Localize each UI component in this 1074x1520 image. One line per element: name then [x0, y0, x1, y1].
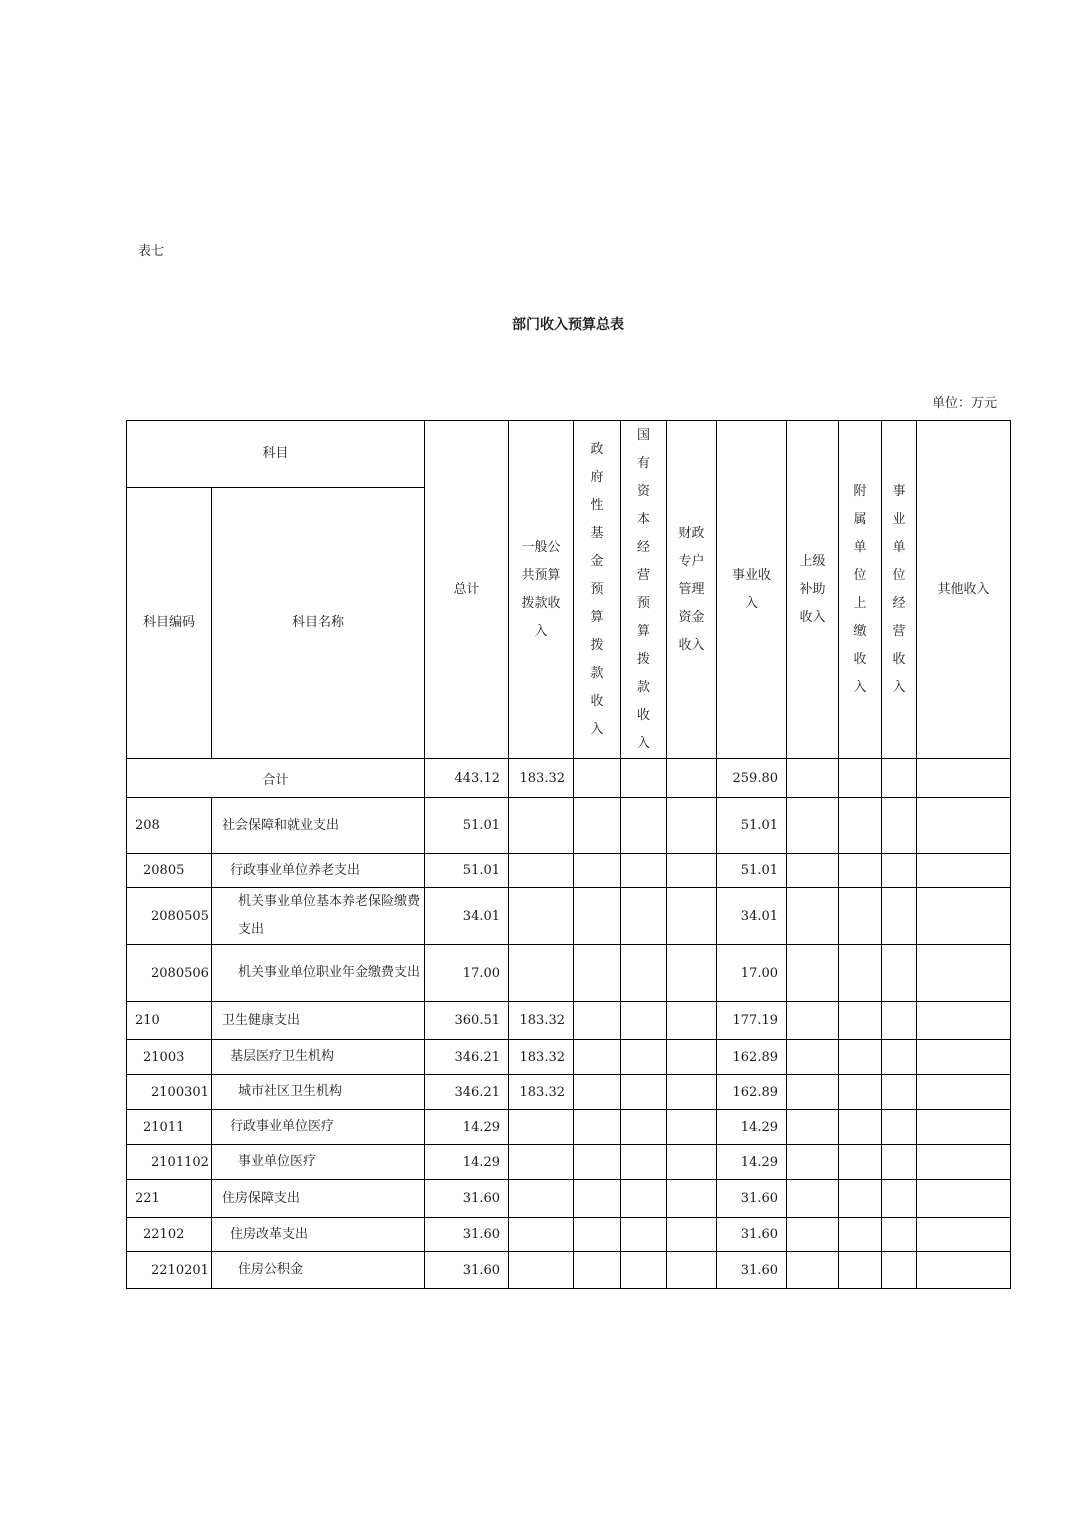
row-name: 卫生健康支出 — [212, 1002, 425, 1040]
row-gov-fund — [574, 1075, 621, 1110]
row-state-capital — [621, 1218, 667, 1252]
row-operating — [882, 1002, 917, 1040]
row-superior-subsidy — [787, 945, 839, 1002]
row-gov-fund — [574, 1252, 621, 1289]
row-name: 住房公积金 — [212, 1252, 425, 1289]
row-name: 社会保障和就业支出 — [212, 798, 425, 854]
row-general-budget — [509, 888, 574, 945]
header-code: 科目编码 — [127, 488, 212, 759]
row-name: 机关事业单位基本养老保险缴费支出 — [212, 888, 425, 945]
row-operating — [882, 1110, 917, 1145]
row-state-capital — [621, 1180, 667, 1218]
row-special-fund — [667, 798, 717, 854]
row-business: 31.60 — [717, 1218, 787, 1252]
row-affiliated — [839, 1075, 882, 1110]
table-row — [127, 1218, 1011, 1252]
row-other — [917, 1145, 1011, 1180]
row-superior-subsidy — [787, 1110, 839, 1145]
header-affiliated: 附属单位上缴收入 — [839, 421, 882, 759]
row-state-capital — [621, 1252, 667, 1289]
row-superior-subsidy — [787, 1145, 839, 1180]
row-total: 17.00 — [425, 945, 509, 1002]
row-business: 14.29 — [717, 1145, 787, 1180]
header-special-fund: 财政专户管理资金收入 — [667, 421, 717, 759]
row-code: 2080505 — [127, 888, 212, 945]
row-gov-fund — [574, 945, 621, 1002]
row-total: 34.01 — [425, 888, 509, 945]
total-general-budget: 183.32 — [509, 759, 574, 798]
row-superior-subsidy — [787, 888, 839, 945]
row-affiliated — [839, 798, 882, 854]
row-state-capital — [621, 854, 667, 888]
row-operating — [882, 1218, 917, 1252]
row-other — [917, 1252, 1011, 1289]
row-total: 31.60 — [425, 1218, 509, 1252]
row-general-budget: 183.32 — [509, 1075, 574, 1110]
row-business: 17.00 — [717, 945, 787, 1002]
row-superior-subsidy — [787, 1218, 839, 1252]
row-business: 162.89 — [717, 1040, 787, 1075]
row-gov-fund — [574, 1145, 621, 1180]
row-code: 221 — [127, 1180, 212, 1218]
row-gov-fund — [574, 854, 621, 888]
row-special-fund — [667, 1075, 717, 1110]
row-general-budget — [509, 1252, 574, 1289]
row-code: 2100301 — [127, 1075, 212, 1110]
row-state-capital — [621, 1040, 667, 1075]
row-special-fund — [667, 1002, 717, 1040]
row-business: 177.19 — [717, 1002, 787, 1040]
row-general-budget — [509, 1110, 574, 1145]
row-superior-subsidy — [787, 1252, 839, 1289]
row-gov-fund — [574, 1110, 621, 1145]
row-operating — [882, 888, 917, 945]
row-code: 2210201 — [127, 1252, 212, 1289]
header-name: 科目名称 — [212, 488, 425, 759]
row-affiliated — [839, 1180, 882, 1218]
row-special-fund — [667, 854, 717, 888]
row-operating — [882, 1040, 917, 1075]
row-special-fund — [667, 888, 717, 945]
row-general-budget — [509, 798, 574, 854]
row-name: 住房保障支出 — [212, 1180, 425, 1218]
row-affiliated — [839, 1040, 882, 1075]
row-special-fund — [667, 945, 717, 1002]
row-superior-subsidy — [787, 1040, 839, 1075]
row-other — [917, 1075, 1011, 1110]
row-total: 51.01 — [425, 854, 509, 888]
header-total: 总计 — [425, 421, 509, 759]
row-name: 住房改革支出 — [212, 1218, 425, 1252]
row-affiliated — [839, 945, 882, 1002]
table-row — [127, 1110, 1011, 1145]
row-gov-fund — [574, 1002, 621, 1040]
row-business: 14.29 — [717, 1110, 787, 1145]
row-code: 208 — [127, 798, 212, 854]
row-operating — [882, 854, 917, 888]
row-state-capital — [621, 1145, 667, 1180]
row-total: 51.01 — [425, 798, 509, 854]
table-row — [127, 1075, 1011, 1110]
table-row — [127, 854, 1011, 888]
row-business: 51.01 — [717, 798, 787, 854]
row-code: 2101102 — [127, 1145, 212, 1180]
income-budget-table — [126, 420, 1011, 1289]
row-general-budget — [509, 1180, 574, 1218]
row-operating — [882, 945, 917, 1002]
row-affiliated — [839, 1145, 882, 1180]
row-name: 机关事业单位职业年金缴费支出 — [212, 945, 425, 1002]
row-affiliated — [839, 888, 882, 945]
total-business: 259.80 — [717, 759, 787, 798]
row-name: 行政事业单位医疗 — [212, 1110, 425, 1145]
row-affiliated — [839, 1110, 882, 1145]
table-row — [127, 945, 1011, 1002]
row-special-fund — [667, 1145, 717, 1180]
row-state-capital — [621, 1110, 667, 1145]
row-code: 20805 — [127, 854, 212, 888]
row-special-fund — [667, 1180, 717, 1218]
row-affiliated — [839, 854, 882, 888]
row-other — [917, 1002, 1011, 1040]
row-total: 346.21 — [425, 1040, 509, 1075]
row-code: 21003 — [127, 1040, 212, 1075]
header-general-budget: 一般公共预算拨款收入 — [509, 421, 574, 759]
row-total: 31.60 — [425, 1252, 509, 1289]
row-operating — [882, 1252, 917, 1289]
row-general-budget: 183.32 — [509, 1002, 574, 1040]
row-other — [917, 1218, 1011, 1252]
table-row — [127, 888, 1011, 945]
row-other — [917, 1180, 1011, 1218]
row-total: 346.21 — [425, 1075, 509, 1110]
header-superior-subsidy: 上级补助收入 — [787, 421, 839, 759]
row-name: 基层医疗卫生机构 — [212, 1040, 425, 1075]
row-state-capital — [621, 888, 667, 945]
header-other: 其他收入 — [917, 421, 1011, 759]
table-row — [127, 1145, 1011, 1180]
header-state-capital: 国有资本经营预算拨款收入 — [621, 421, 667, 759]
row-other — [917, 1040, 1011, 1075]
row-operating — [882, 1075, 917, 1110]
row-general-budget — [509, 1145, 574, 1180]
table-row — [127, 798, 1011, 854]
row-name: 事业单位医疗 — [212, 1145, 425, 1180]
unit-label: 单位：万元 — [931, 396, 997, 411]
table-row — [127, 1040, 1011, 1075]
row-gov-fund — [574, 888, 621, 945]
row-other — [917, 798, 1011, 854]
row-code: 210 — [127, 1002, 212, 1040]
row-special-fund — [667, 1252, 717, 1289]
row-state-capital — [621, 798, 667, 854]
row-general-budget — [509, 945, 574, 1002]
row-superior-subsidy — [787, 798, 839, 854]
row-superior-subsidy — [787, 1075, 839, 1110]
row-special-fund — [667, 1110, 717, 1145]
row-state-capital — [621, 1002, 667, 1040]
row-gov-fund — [574, 1040, 621, 1075]
header-gov-fund: 政府性基金预算拨款收入 — [574, 421, 621, 759]
row-affiliated — [839, 1002, 882, 1040]
row-business: 31.60 — [717, 1252, 787, 1289]
row-general-budget: 183.32 — [509, 1040, 574, 1075]
row-gov-fund — [574, 798, 621, 854]
header-operating: 事业单位经营收入 — [882, 421, 917, 759]
table-label: 表七 — [138, 244, 165, 259]
row-code: 21011 — [127, 1110, 212, 1145]
row-affiliated — [839, 1252, 882, 1289]
row-general-budget — [509, 1218, 574, 1252]
row-operating — [882, 1180, 917, 1218]
row-special-fund — [667, 1218, 717, 1252]
row-business: 51.01 — [717, 854, 787, 888]
table-row — [127, 1180, 1011, 1218]
row-business: 34.01 — [717, 888, 787, 945]
row-state-capital — [621, 945, 667, 1002]
row-code: 22102 — [127, 1218, 212, 1252]
row-total: 14.29 — [425, 1110, 509, 1145]
header-subject: 科目 — [127, 421, 425, 488]
row-other — [917, 1110, 1011, 1145]
row-total: 14.29 — [425, 1145, 509, 1180]
row-other — [917, 854, 1011, 888]
row-name: 行政事业单位养老支出 — [212, 854, 425, 888]
row-total: 360.51 — [425, 1002, 509, 1040]
row-business: 162.89 — [717, 1075, 787, 1110]
row-superior-subsidy — [787, 1180, 839, 1218]
row-general-budget — [509, 854, 574, 888]
table-row — [127, 1252, 1011, 1289]
row-business: 31.60 — [717, 1180, 787, 1218]
row-total: 31.60 — [425, 1180, 509, 1218]
total-row — [127, 759, 1011, 798]
row-gov-fund — [574, 1218, 621, 1252]
row-other — [917, 888, 1011, 945]
total-label: 合计 — [127, 759, 425, 798]
row-operating — [882, 798, 917, 854]
row-special-fund — [667, 1040, 717, 1075]
row-operating — [882, 1145, 917, 1180]
row-superior-subsidy — [787, 854, 839, 888]
page-title: 部门收入预算总表 — [512, 317, 624, 333]
row-gov-fund — [574, 1180, 621, 1218]
table-row — [127, 1002, 1011, 1040]
row-state-capital — [621, 1075, 667, 1110]
row-superior-subsidy — [787, 1002, 839, 1040]
row-code: 2080506 — [127, 945, 212, 1002]
row-other — [917, 945, 1011, 1002]
header-business: 事业收入 — [717, 421, 787, 759]
total-total: 443.12 — [425, 759, 509, 798]
row-name: 城市社区卫生机构 — [212, 1075, 425, 1110]
row-affiliated — [839, 1218, 882, 1252]
